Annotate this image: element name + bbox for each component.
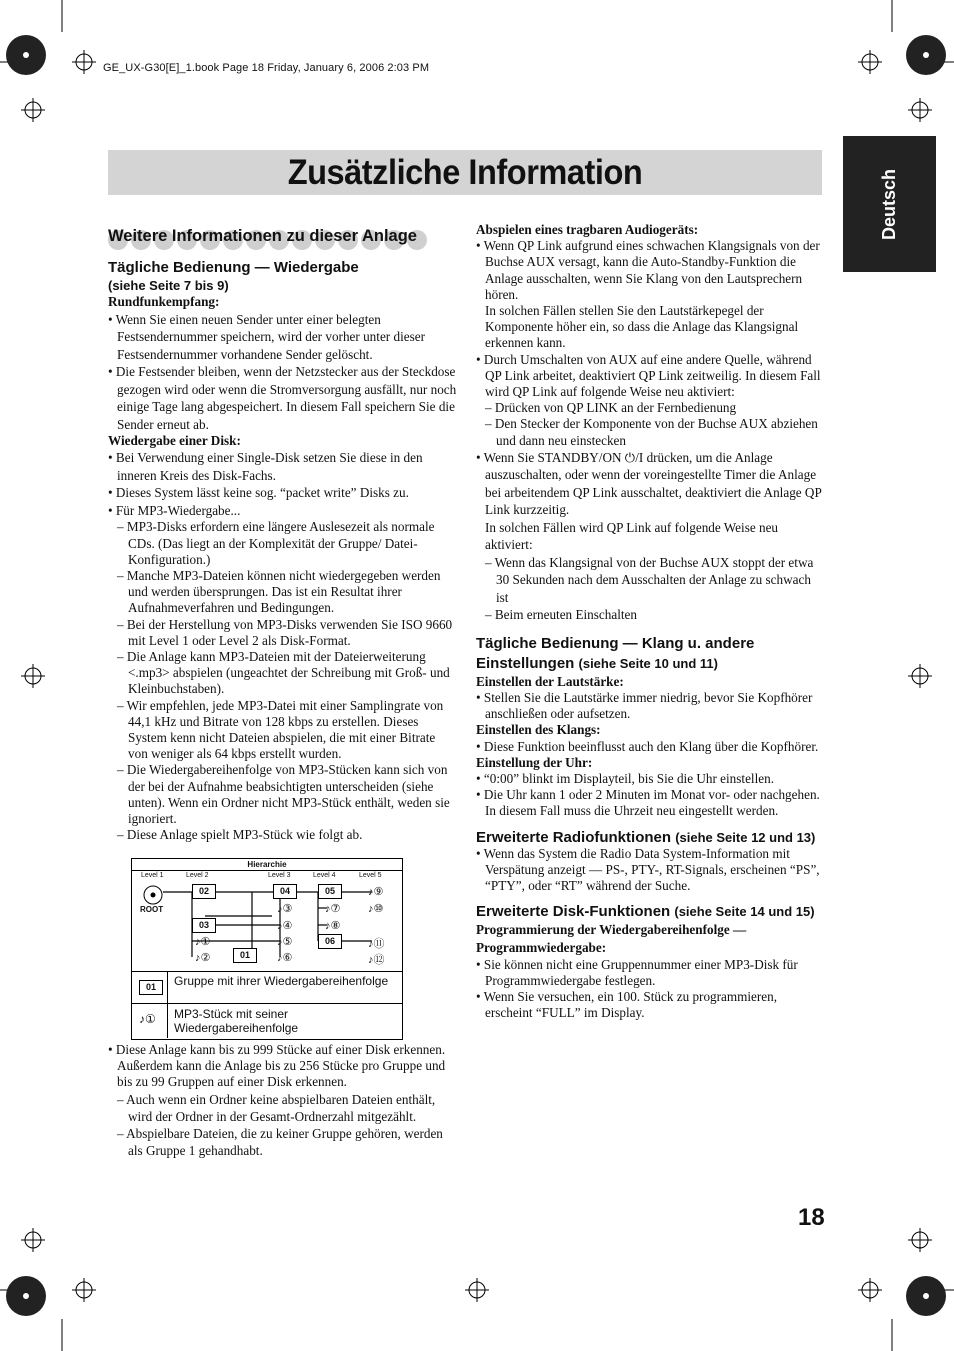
level-label: Level 5 bbox=[359, 872, 382, 879]
label-programm: Programmierung der Wiedergabereihenfolge — Programmwiedergabe: bbox=[476, 921, 747, 955]
subsection-ref: (siehe Seite 12 und 13) bbox=[675, 829, 816, 845]
subsection-title: Tägliche Bedienung — Wiedergabe bbox=[108, 259, 359, 276]
note-icon: ♪⑫ bbox=[368, 954, 385, 966]
hierarchy-diagram bbox=[131, 858, 403, 1040]
note-icon: ♪③ bbox=[277, 903, 293, 915]
dash-item: – Manche MP3-Dateien können nicht wiedergegeben werden und werden übersprungen. Das ist ein Resultat ihrer Aufnahmeverfahren und Bedingungen. bbox=[117, 567, 441, 616]
note-icon: ♪① bbox=[195, 936, 211, 948]
dash-item: – Wir empfehlen, jede MP3-Datei mit einer Samplingrate von 44,1 kHz und Bitrate von 128 kbps zu erstellen. Dieses System kenn nicht Dateien abspielen, die mit einer Bitrate von weniger als 64 kbps erstellt wurden. bbox=[117, 697, 444, 762]
bullet: • Die Uhr kann 1 oder 2 Minuten im Monat vor- oder nachgehen. In diesem Fall muss die Uhrzeit neu eingestellt werden. bbox=[476, 787, 820, 819]
dash-item: – Beim erneuten Einschalten bbox=[485, 607, 637, 623]
section-heading bbox=[108, 226, 458, 252]
right-column bbox=[476, 222, 826, 1022]
book-header-line: GE_UX-G30[E]_1.book Page 18 Friday, January 6, 2006 2:03 PM bbox=[103, 62, 430, 74]
level-label: Level 2 bbox=[186, 872, 209, 879]
bullet: • Dieses System lässt keine sog. “packet write” Disks zu. bbox=[108, 485, 409, 501]
label-rundfunk: Rundfunkempfang: bbox=[108, 294, 220, 310]
dash-item: – Wenn das Klangsignal von der Buchse AUX stoppt der etwa 30 Sekunden nach dem Ausschalten der Anlage zu schwach ist bbox=[485, 554, 814, 605]
dash-item: – Die Wiedergabereihenfolge von MP3-Stücken kann sich von der bei der Aufnahme beabsichtigten unterscheiden (siehe unten). Wenn ein Ordner nicht MP3-Stück enthält, weden sie ignoriert. bbox=[117, 762, 450, 826]
left-column-lower bbox=[108, 1042, 458, 1159]
note-icon: ♪⑤ bbox=[277, 936, 293, 948]
folder-icon: 06 bbox=[318, 934, 342, 949]
diagram-title: Hierarchie bbox=[132, 859, 402, 871]
note-icon: ♪② bbox=[195, 952, 211, 964]
bullet: • Wenn Sie einen neuen Sender unter einer belegten Festsendernummer speichern, wird der vorher unter dieser Festsendernummer vorhandene Sender gelöscht. bbox=[108, 311, 425, 362]
note-icon: ♪⑥ bbox=[277, 952, 293, 964]
bullet: • Für MP3-Wiedergabe... bbox=[108, 502, 241, 518]
bullet: • Wenn das System die Radio Data System-Information mit Verspätung anzeigt — PS-, PTY-, RT-Signals, erscheinen “PS”, “PTY”, oder “RT” während der Suche. bbox=[476, 845, 820, 894]
legend-row-group bbox=[132, 971, 402, 1004]
note-icon: ♪⑪ bbox=[368, 938, 385, 950]
subsection-ref: (siehe Seite 10 und 11) bbox=[578, 655, 718, 671]
subsection-ref: (siehe Seite 7 bis 9) bbox=[108, 278, 229, 294]
dash-item: – Die Anlage kann MP3-Dateien mit der Dateierweiterung <.mp3> abspielen (ungeachtet der Schreibung mit Groß- und Kleinbuchstaben). bbox=[117, 648, 450, 697]
bullet: • “0:00” blinkt im Displayteil, bis Sie die Uhr einstellen. bbox=[476, 771, 774, 787]
dash-item: – MP3-Disks erfordern eine längere Auslesezeit als normale CDs. (Das liegt an der Komplexität der Gruppe/ Datei-Konfiguration.) bbox=[117, 519, 435, 567]
folder-icon: 05 bbox=[318, 884, 342, 899]
dash-item: – Auch wenn ein Ordner keine abspielbaren Dateien enthält, wird der Ordner in der Gesamt-Ordnerzahl mitgezählt. bbox=[117, 1091, 436, 1124]
bullet: • Sie können nicht eine Gruppennummer einer MP3-Disk für Programmwiedergabe festlegen. bbox=[476, 956, 798, 988]
label-audio: Abspielen eines tragbaren Audiogeräts: bbox=[476, 222, 699, 237]
bullet: • Diese Funktion beeinflusst auch den Klang über die Kopfhörer. bbox=[476, 738, 819, 754]
section-title: Weitere Informationen zu dieser Anlage bbox=[108, 227, 417, 245]
left-column bbox=[108, 226, 458, 843]
page-number: 18 bbox=[798, 1204, 825, 1231]
level-label: Level 1 bbox=[141, 872, 164, 879]
subsection-ref: (siehe Seite 14 und 15) bbox=[674, 904, 815, 920]
bullet: • Durch Umschalten von AUX auf eine andere Quelle, während QP Link arbeitet, deaktiviert QP Link zeitweilig. In diesem Fall wird QP Link auf folgende Weise neu aktiviert: bbox=[476, 351, 821, 400]
subsection-title: Tägliche Bedienung — Klang u. andere Einstellungen (siehe Seite 10 und 11) bbox=[476, 634, 755, 672]
legend-track-text: MP3-Stück mit seiner Wiedergabereihenfolge bbox=[174, 1007, 299, 1035]
bullet: • Die Festsender bleiben, wenn der Netzstecker aus der Steckdose gezogen wird oder wenn die Stromversorgung ausfällt, nur noch einige Tage lang abgespeichert. In diesem Fall speichern Sie die Sender erneut ab. bbox=[108, 364, 457, 432]
bullet-cont: In solchen Fällen stellen Sie den Lautstärkepegel der Komponente höher ein, so dass die Anlage das Klangsignal erkennen kann. bbox=[485, 303, 799, 351]
note-icon: ♪⑩ bbox=[368, 903, 384, 915]
language-tab-label: Deutsch bbox=[878, 168, 899, 240]
label-klang: Einstellen des Klangs: bbox=[476, 722, 601, 738]
note-icon: ♪⑨ bbox=[368, 886, 384, 898]
bullet: • Wenn Sie versuchen, ein 100. Stück zu programmieren, erscheint “FULL” im Display. bbox=[476, 989, 778, 1021]
dash-item: – Bei der Herstellung von MP3-Disks verwenden Sie ISO 9660 mit Level 1 oder Level 2 als Disk-Format. bbox=[117, 616, 453, 648]
bullet-cont: In solchen Fällen wird QP Link auf folgende Weise neu aktiviert: bbox=[485, 519, 779, 553]
level-label: Level 3 bbox=[268, 872, 291, 879]
note-icon: ♪④ bbox=[277, 920, 293, 932]
subsection-title: Erweiterte Disk-Funktionen (siehe Seite 14 und 15) bbox=[476, 903, 815, 921]
dash-item: – Diese Anlage spielt MP3-Stück wie folgt ab. bbox=[117, 827, 363, 843]
label-uhr: Einstellung der Uhr: bbox=[476, 754, 593, 770]
folder-icon: 01 bbox=[233, 948, 257, 963]
bullet: • Diese Anlage kann bis zu 999 Stücke auf einer Disk erkennen. Außerdem kann die Anlage bis zu 256 Stücke pro Gruppe und bis zu 99 Gruppen auf einer Disk erkennen. bbox=[108, 1042, 446, 1090]
dash-item: – Drücken von QP LINK an der Fernbedienung bbox=[485, 400, 737, 416]
note-icon: ♪① bbox=[139, 1012, 156, 1026]
bullet: • Wenn QP Link aufgrund eines schwachen Klangsignals von der Buchse AUX versagt, kann die Auto-Standby-Funktion die Anlage ausschalten, wenn Sie Klang von den Lautsprechern hören. bbox=[476, 238, 820, 302]
legend-row-track bbox=[132, 1003, 402, 1038]
folder-icon: 01 bbox=[139, 980, 163, 995]
bullet: • Wenn Sie STANDBY/ON ⏻/I drücken, um die Anlage auszuschalten, oder wenn der voreingestellte Timer die Anlage bei arbeitendem QP Link ausschaltet, deaktiviert die Anlage QP Link kurzzeitig. bbox=[476, 449, 822, 518]
folder-icon: 03 bbox=[192, 918, 216, 933]
label-lautstaerke: Einstellen der Lautstärke: bbox=[476, 673, 624, 689]
note-icon: ♪⑧ bbox=[325, 920, 341, 932]
level-label: Level 4 bbox=[313, 872, 336, 879]
folder-icon: 04 bbox=[273, 884, 297, 899]
page-title: Zusätzliche Information bbox=[287, 153, 643, 192]
note-icon: ♪⑦ bbox=[325, 903, 341, 915]
bullet: • Bei Verwendung einer Single-Disk setzen Sie diese in den inneren Kreis des Disk-Fachs. bbox=[108, 450, 423, 483]
legend-group-text: Gruppe mit ihrer Wiedergabereihenfolge bbox=[174, 974, 389, 988]
dash-item: – Den Stecker der Komponente von der Buchse AUX abziehen und dann neu einstecken bbox=[485, 416, 818, 448]
folder-icon: 02 bbox=[192, 884, 216, 899]
label-disk: Wiedergabe einer Disk: bbox=[108, 433, 241, 449]
hierarchy-lines bbox=[132, 859, 402, 971]
dash-item: – Abspielbare Dateien, die zu keiner Gruppe gehören, werden als Gruppe 1 gehandhabt. bbox=[117, 1125, 443, 1158]
bullet: • Stellen Sie die Lautstärke immer niedrig, bevor Sie Kopfhörer anschließen oder aufsetzen. bbox=[476, 690, 813, 722]
subsection-title: Erweiterte Radiofunktionen (siehe Seite 12 und 13) bbox=[476, 828, 816, 846]
root-label: ROOT bbox=[140, 905, 164, 914]
